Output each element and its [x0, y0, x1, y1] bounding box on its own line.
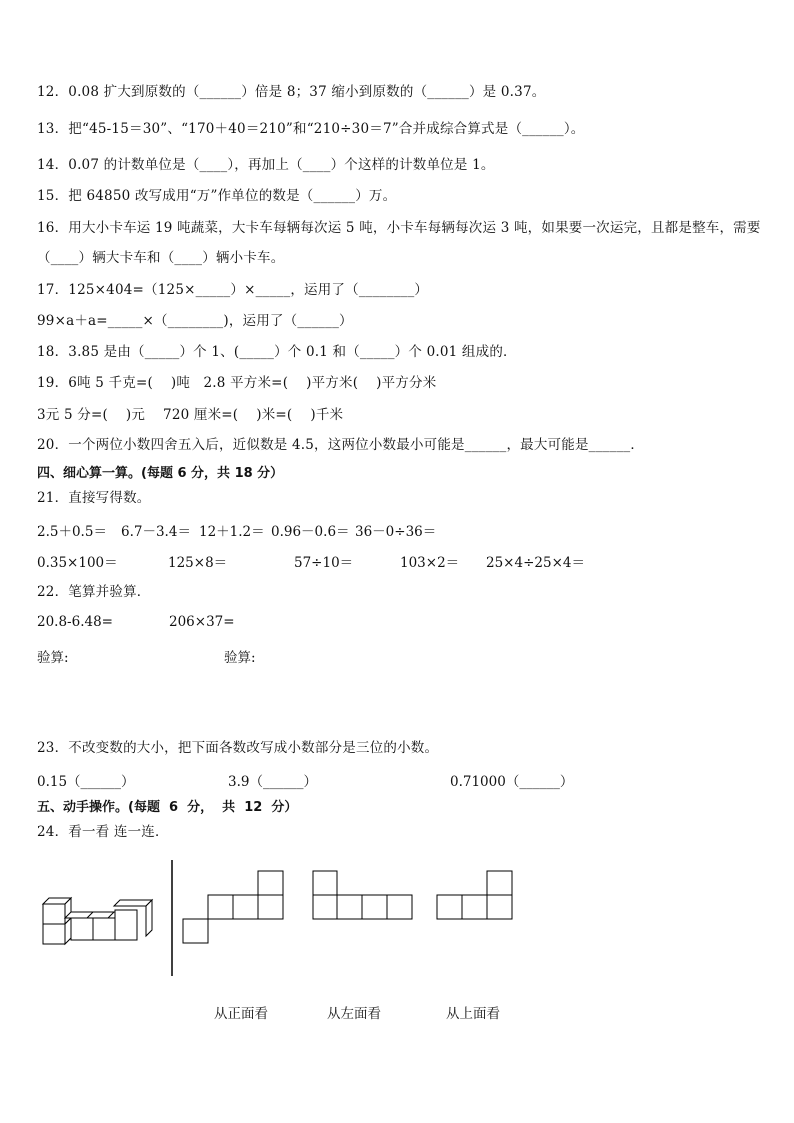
- rewrite-item: 0.15（______）: [37, 774, 135, 790]
- calc-item: 12＋1.2＝: [199, 524, 265, 540]
- question-20: 20．一个两位小数四舍五入后，近似数是 4.5，这两位小数最小可能是______，最大可能是______．: [37, 437, 645, 453]
- check-label-1: 验算:: [37, 650, 69, 666]
- question-19-line2: 3元 5 分=( )元 720 厘米=( )米=( )千米: [37, 407, 344, 423]
- question-14: 14．0.07 的计数单位是（____），再加上（____）个这样的计数单位是 1。: [37, 157, 495, 173]
- written-calc-1: 20.8-6.48=: [37, 614, 113, 630]
- question-23-title: 23．不改变数的大小，把下面各数改写成小数部分是三位的小数。: [37, 740, 439, 756]
- question-17-line1: 17．125×404=（125×_____）×_____，运用了（________）: [37, 282, 429, 298]
- view-shape-2: [313, 871, 412, 919]
- calc-item: 6.7－3.4＝: [121, 524, 191, 540]
- question-12: 12．0.08 扩大到原数的（______）倍是 8；37 缩小到原数的（______）是 0.37。: [37, 84, 546, 100]
- written-calc-2: 206×37=: [169, 614, 235, 630]
- calc-item: 36－0÷36＝: [355, 524, 437, 540]
- question-24-title: 24．看一看 连一连．: [37, 824, 169, 840]
- view-label-front: 从正面看: [214, 1006, 268, 1022]
- rewrite-item: 0.71000（______）: [450, 774, 574, 790]
- question-16-line2: （____）辆大卡车和（____）辆小卡车。: [37, 250, 285, 266]
- section-4-heading: 四、细心算一算。(每题 6 分，共 18 分）: [37, 466, 284, 481]
- view-shape-1: [183, 871, 283, 943]
- question-15: 15．把 64850 改写成用“万”作单位的数是（______）万。: [37, 188, 397, 204]
- calc-item: 0.35×100＝: [37, 555, 118, 571]
- question-18: 18．3.85 是由（_____）个 1、(_____）个 0.1 和（_____）个 0.01 组成的．: [37, 344, 517, 360]
- calc-item: 25×4÷25×4＝: [486, 555, 585, 571]
- calc-item: 0.96－0.6＝: [271, 524, 350, 540]
- cube-assembly: [43, 898, 152, 944]
- section-5-heading: 五、动手操作。(每题 6 分， 共 12 分）: [37, 800, 298, 815]
- calc-item: 2.5＋0.5＝: [37, 524, 107, 540]
- calc-item: 125×8＝: [168, 555, 228, 571]
- view-label-left: 从左面看: [327, 1006, 381, 1022]
- question-19-line1: 19．6吨 5 千克=( )吨 2.8 平方米=( )平方米( )平方分米: [37, 375, 437, 391]
- question-13: 13．把“45-15＝30”、“170＋40＝210”和“210÷30＝7”合并成综合算式是（______）。: [37, 121, 585, 137]
- question-22-title: 22．笔算并验算．: [37, 584, 151, 600]
- question-21-title: 21．直接写得数。: [37, 490, 151, 506]
- question-17-line2: 99×a＋a=_____×（________)，运用了（______）: [37, 313, 353, 329]
- view-shape-3: [437, 871, 512, 919]
- calc-item: 57÷10＝: [294, 555, 354, 571]
- view-label-top: 从上面看: [446, 1006, 500, 1022]
- rewrite-item: 3.9（______）: [228, 774, 317, 790]
- calc-item: 103×2＝: [400, 555, 460, 571]
- check-label-2: 验算:: [224, 650, 256, 666]
- question-16-line1: 16．用大小卡车运 19 吨蔬菜，大卡车每辆每次运 5 吨，小卡车每辆每次运 3 吨，如果要一次运完，且都是整车，需要: [37, 220, 761, 236]
